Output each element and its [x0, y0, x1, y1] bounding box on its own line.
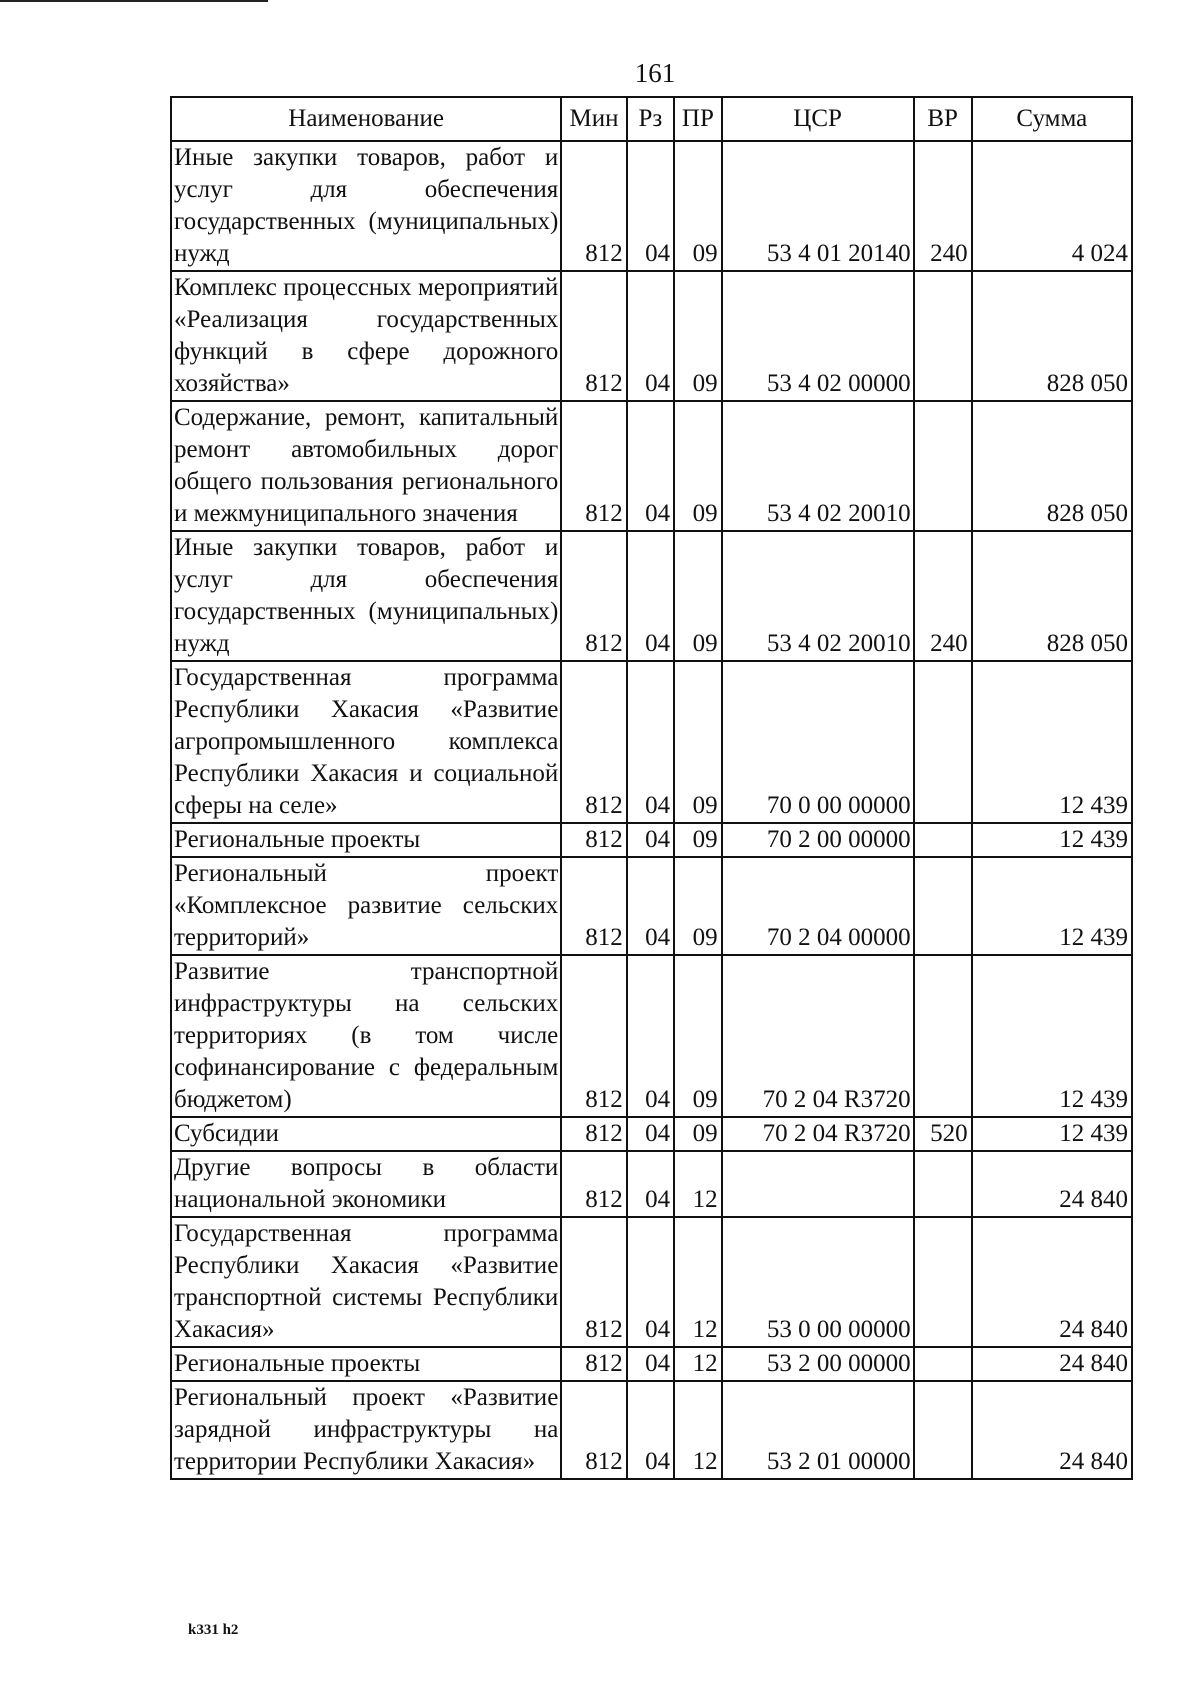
row-min: 812 [561, 857, 626, 955]
row-min: 812 [561, 141, 626, 271]
row-sum: 12 439 [972, 1117, 1132, 1151]
header-rz: Рз [627, 97, 674, 141]
row-csr: 70 2 04 R3720 [722, 1117, 914, 1151]
table-row [171, 661, 1132, 823]
row-name: Субсидии [171, 1117, 561, 1151]
row-sum: 828 050 [972, 271, 1132, 401]
row-min: 812 [561, 1117, 626, 1151]
table-row [171, 1151, 1132, 1217]
table-row [171, 1217, 1132, 1347]
row-pr: 09 [674, 531, 721, 661]
row-sum: 24 840 [972, 1151, 1132, 1217]
table-row [171, 531, 1132, 661]
footer-document-code: k331 h2 [188, 1622, 239, 1638]
row-sum: 12 439 [972, 823, 1132, 857]
row-name: Иные закупки товаров, работ и услуг для обеспечения государственных (муниципальных) нужд [171, 141, 561, 271]
row-vr: 240 [914, 531, 972, 661]
row-pr: 12 [674, 1217, 721, 1347]
row-min: 812 [561, 1347, 626, 1381]
row-min: 812 [561, 1217, 626, 1347]
row-pr: 09 [674, 955, 721, 1117]
row-min: 812 [561, 401, 626, 531]
row-pr: 12 [674, 1347, 721, 1381]
header-min: Мин [561, 97, 626, 141]
row-vr [914, 661, 972, 823]
table-row [171, 857, 1132, 955]
header-vr: ВР [914, 97, 972, 141]
row-csr: 53 4 01 20140 [722, 141, 914, 271]
page-number: 161 [634, 58, 676, 88]
row-name: Государственная программа Республики Хакасия «Развитие агропромышленного комплекса Республики Хакасия и социальной сферы на селе» [171, 661, 561, 823]
header-sum: Сумма [972, 97, 1132, 141]
row-name: Региональный проект «Развитие зарядной инфраструктуры на территории Республики Хакасия» [171, 1381, 561, 1479]
row-csr [722, 1151, 914, 1217]
row-name: Иные закупки товаров, работ и услуг для обеспечения государственных (муниципальных) нужд [171, 531, 561, 661]
row-rz: 04 [627, 1347, 674, 1381]
row-name: Комплекс процессных мероприятий «Реализация государственных функций в сфере дорожного хозяйства» [171, 271, 561, 401]
row-csr: 53 4 02 20010 [722, 401, 914, 531]
row-sum: 24 840 [972, 1217, 1132, 1347]
row-min: 812 [561, 531, 626, 661]
row-pr: 12 [674, 1151, 721, 1217]
row-pr: 09 [674, 271, 721, 401]
table-row [171, 1381, 1132, 1479]
row-csr: 53 2 00 00000 [722, 1347, 914, 1381]
row-vr [914, 271, 972, 401]
row-sum: 828 050 [972, 401, 1132, 531]
row-vr [914, 1347, 972, 1381]
row-vr [914, 1151, 972, 1217]
row-rz: 04 [627, 857, 674, 955]
row-name: Региональные проекты [171, 1347, 561, 1381]
row-rz: 04 [627, 1151, 674, 1217]
row-min: 812 [561, 271, 626, 401]
row-rz: 04 [627, 955, 674, 1117]
row-vr [914, 401, 972, 531]
row-name: Региональные проекты [171, 823, 561, 857]
row-vr: 240 [914, 141, 972, 271]
row-rz: 04 [627, 1117, 674, 1151]
scan-edge-line [0, 0, 268, 2]
row-pr: 09 [674, 661, 721, 823]
row-min: 812 [561, 955, 626, 1117]
row-rz: 04 [627, 401, 674, 531]
row-sum: 24 840 [972, 1347, 1132, 1381]
row-rz: 04 [627, 661, 674, 823]
row-csr: 53 0 00 00000 [722, 1217, 914, 1347]
row-csr: 70 0 00 00000 [722, 661, 914, 823]
row-sum: 828 050 [972, 531, 1132, 661]
table-row [171, 271, 1132, 401]
row-pr: 09 [674, 857, 721, 955]
row-pr: 12 [674, 1381, 721, 1479]
row-sum: 4 024 [972, 141, 1132, 271]
row-rz: 04 [627, 271, 674, 401]
row-name: Региональный проект «Комплексное развитие сельских территорий» [171, 857, 561, 955]
row-rz: 04 [627, 1381, 674, 1479]
row-csr: 53 2 01 00000 [722, 1381, 914, 1479]
row-vr [914, 857, 972, 955]
row-vr [914, 1381, 972, 1479]
row-name: Развитие транспортной инфраструктуры на сельских территориях (в том числе софинансирование с федеральным бюджетом) [171, 955, 561, 1117]
row-name: Государственная программа Республики Хакасия «Развитие транспортной системы Республики Хакасия» [171, 1217, 561, 1347]
row-pr: 09 [674, 141, 721, 271]
row-csr: 53 4 02 00000 [722, 271, 914, 401]
row-min: 812 [561, 1381, 626, 1479]
row-csr: 53 4 02 20010 [722, 531, 914, 661]
table-row [171, 1117, 1132, 1151]
table-header-row [171, 97, 1132, 141]
table-row [171, 141, 1132, 271]
table-row [171, 955, 1132, 1117]
budget-table [170, 96, 1133, 1480]
row-sum: 24 840 [972, 1381, 1132, 1479]
row-csr: 70 2 04 R3720 [722, 955, 914, 1117]
row-name: Содержание, ремонт, капитальный ремонт автомобильных дорог общего пользования регионального и межмуниципального значения [171, 401, 561, 531]
table-row [171, 1347, 1132, 1381]
row-vr [914, 823, 972, 857]
row-rz: 04 [627, 1217, 674, 1347]
row-rz: 04 [627, 141, 674, 271]
row-sum: 12 439 [972, 661, 1132, 823]
row-csr: 70 2 04 00000 [722, 857, 914, 955]
row-pr: 09 [674, 823, 721, 857]
row-pr: 09 [674, 401, 721, 531]
row-min: 812 [561, 823, 626, 857]
row-vr: 520 [914, 1117, 972, 1151]
row-pr: 09 [674, 1117, 721, 1151]
row-min: 812 [561, 1151, 626, 1217]
row-sum: 12 439 [972, 857, 1132, 955]
row-vr [914, 955, 972, 1117]
row-sum: 12 439 [972, 955, 1132, 1117]
header-csr: ЦСР [722, 97, 914, 141]
row-vr [914, 1217, 972, 1347]
row-rz: 04 [627, 531, 674, 661]
header-name: Наименование [171, 97, 561, 141]
row-rz: 04 [627, 823, 674, 857]
row-csr: 70 2 00 00000 [722, 823, 914, 857]
row-min: 812 [561, 661, 626, 823]
header-pr: ПР [674, 97, 721, 141]
row-name: Другие вопросы в области национальной экономики [171, 1151, 561, 1217]
table-row [171, 823, 1132, 857]
table-row [171, 401, 1132, 531]
